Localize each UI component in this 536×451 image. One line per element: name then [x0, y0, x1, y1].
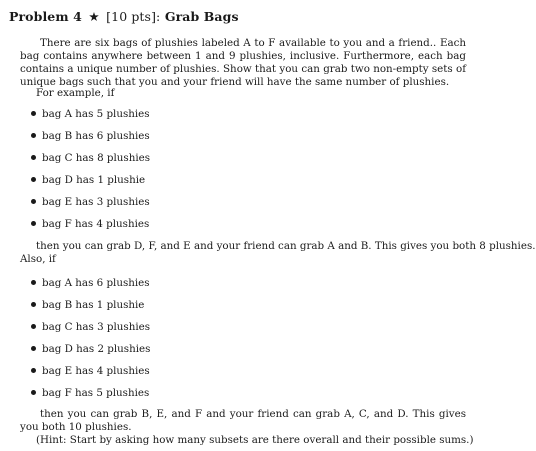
bullet-icon — [31, 368, 36, 373]
for-example-label: For example, if — [36, 87, 115, 99]
list-item-text: bag C has 8 plushies — [42, 152, 151, 164]
problem-points: [10 pts]: — [106, 9, 161, 24]
bullet-icon — [31, 346, 36, 351]
problem-number: Problem 4 — [9, 9, 82, 24]
list-item-text: bag E has 4 plushies — [42, 365, 150, 377]
list-item-text: bag F has 4 plushies — [42, 218, 150, 230]
problem-name: Grab Bags — [164, 9, 239, 24]
bullet-icon — [31, 302, 36, 307]
list-item-text: bag F has 5 plushies — [42, 387, 150, 399]
list-item-text: bag D has 1 plushie — [42, 174, 146, 186]
also-if-label: Also, if — [20, 253, 56, 265]
bullet-icon — [31, 133, 36, 138]
list-item — [31, 108, 150, 121]
list-item — [31, 130, 150, 143]
bullet-icon — [31, 199, 36, 204]
example2-result: then you can grab B, E, and F and your friend can grab A, C, and D. This gives you both 10 plushies. — [20, 408, 466, 433]
list-item — [31, 365, 150, 378]
bullet-icon — [31, 177, 36, 182]
list-item — [31, 299, 144, 312]
list-item-text: bag B has 1 plushie — [42, 299, 145, 311]
star-icon: ★ — [88, 9, 100, 24]
list-item — [31, 387, 149, 400]
list-item-text: bag A has 6 plushies — [42, 277, 150, 289]
hint: (Hint: Start by asking how many subsets are there overall and their possible sums.) — [36, 434, 474, 446]
list-item — [31, 174, 145, 187]
example1-result: then you can grab D, F, and E and your friend can grab A and B. This gives you both 8 plushies. — [36, 240, 536, 252]
list-item — [31, 321, 150, 334]
bullet-icon — [31, 111, 36, 116]
list-item-text: bag B has 6 plushies — [42, 130, 150, 142]
bullet-icon — [31, 221, 36, 226]
bullet-icon — [31, 324, 36, 329]
list-item-text: bag A has 5 plushies — [42, 108, 150, 120]
list-item-text: bag C has 3 plushies — [42, 321, 151, 333]
list-item-text: bag E has 3 plushies — [42, 196, 150, 208]
list-item — [31, 218, 149, 231]
bullet-icon — [31, 390, 36, 395]
list-item — [31, 196, 150, 209]
bullet-icon — [31, 155, 36, 160]
bullet-icon — [31, 280, 36, 285]
list-item — [31, 277, 150, 290]
problem-title — [9, 9, 239, 24]
problem-intro: There are six bags of plushies labeled A to F available to you and a friend.. Each bag contains anywhere between 1 and 9 plushies, inclusive. Furthermore, each bag contains a unique number of plushies. Show that you can grab two non-empty sets of unique bags such that you and your friend will have the same number of plushies. — [20, 37, 466, 88]
list-item — [31, 343, 150, 356]
list-item-text: bag D has 2 plushies — [42, 343, 151, 355]
list-item — [31, 152, 150, 165]
